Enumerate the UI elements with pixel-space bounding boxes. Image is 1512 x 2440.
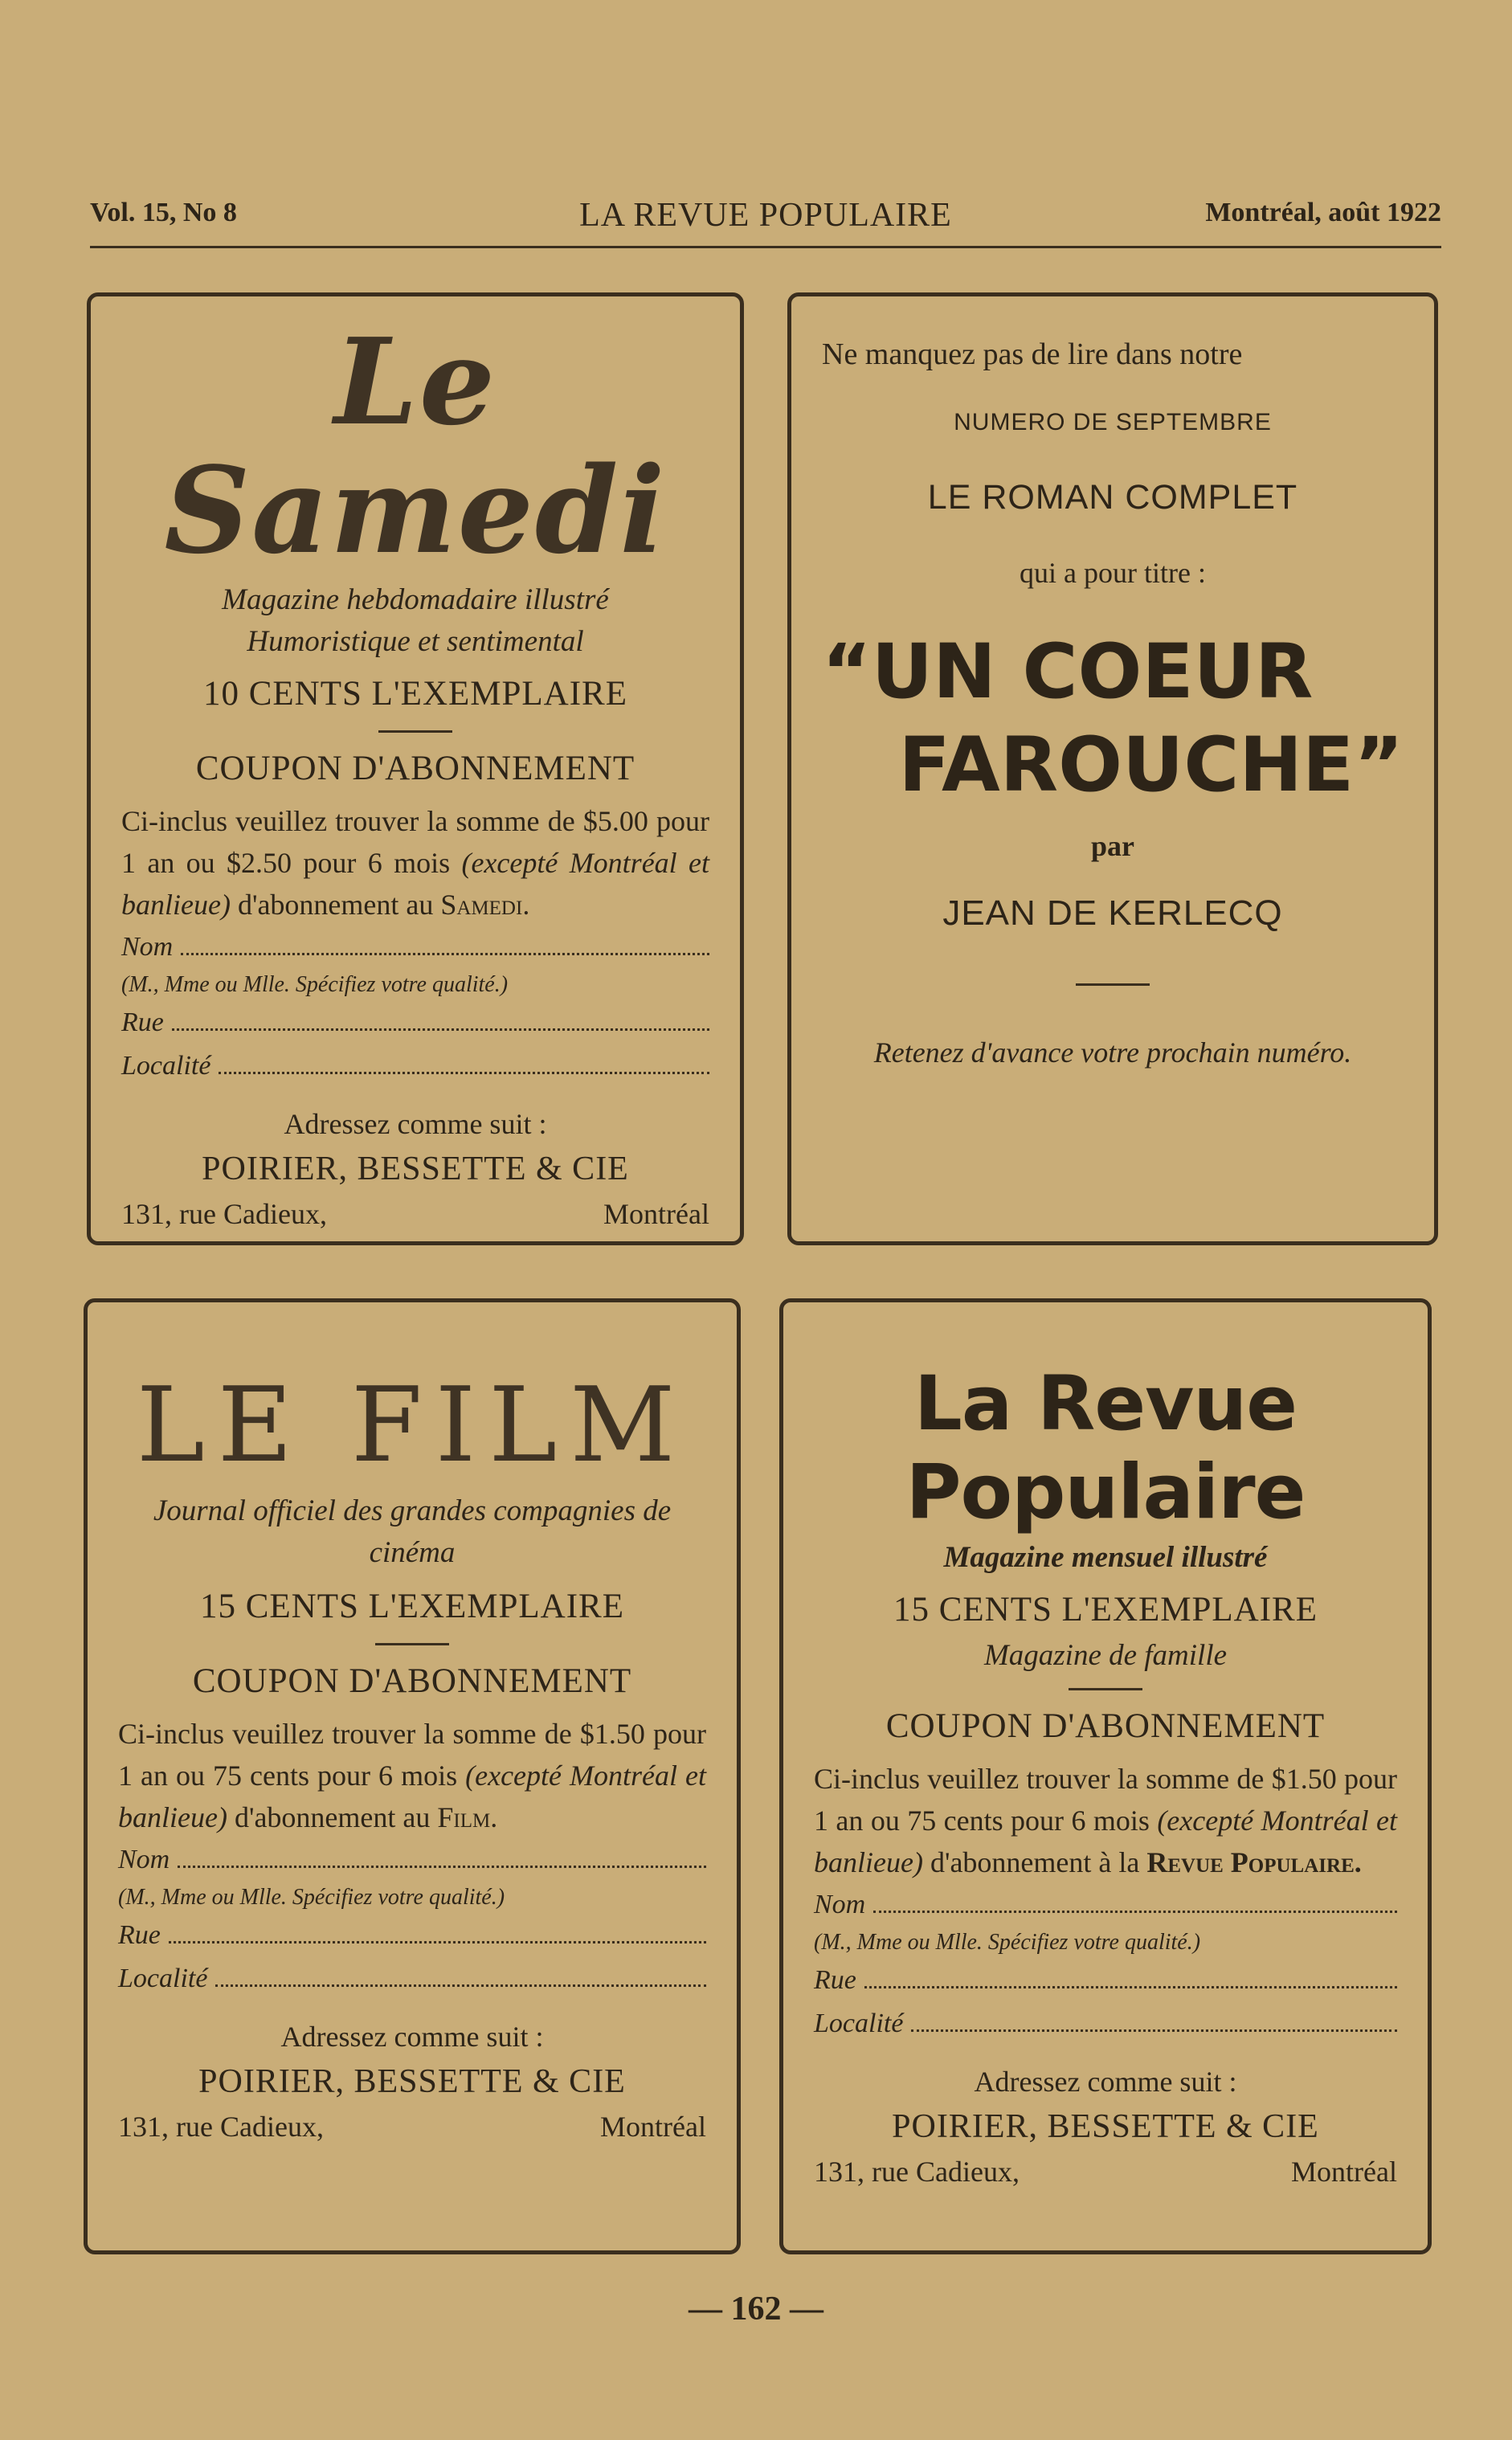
coupon-text-part: Ci-inclus veuillez trouver la somme de $5.00 pour 1 an ou $2.50 pour 6 mois [121,805,709,879]
revue-populaire-advertisement [779,1298,1432,2254]
film-coupon-title: COUPON D'ABONNEMENT [192,1662,632,1700]
samedi-coupon-title: COUPON D'ABONNEMENT [195,750,635,787]
locality-label: Localité [814,2009,904,2038]
issue-date: Montréal, août 1922 [1205,198,1441,227]
revue-firm-name: POIRIER, BESSETTE & CIE [892,2108,1319,2145]
city-name: Montréal [1291,2156,1397,2188]
film-locality-field[interactable] [118,1957,706,2001]
promo-by: par [1091,830,1134,862]
running-header [90,190,1441,238]
revue-logo: La Revue Populaire [905,1360,1306,1536]
divider [1076,983,1150,986]
film-firm-name: POIRIER, BESSETTE & CIE [198,2063,626,2100]
promo-issue: NUMERO DE SEPTEMBRE [954,409,1272,435]
dotted-line [873,1911,1397,1913]
film-address-instruction: Adressez comme suit : [280,2021,544,2053]
samedi-address-instruction: Adressez comme suit : [284,1108,547,1140]
coupon-text-part: Ci-inclus veuillez trouver la somme de $1.50 pour 1 an ou 75 cents pour 6 mois [118,1718,706,1792]
coupon-text-part: Ci-inclus veuillez trouver la somme de $1.50 pour 1 an ou 75 cents pour 6 mois [814,1763,1397,1837]
promo-roman-complet: LE ROMAN COMPLET [927,478,1298,517]
samedi-qualite-note: (M., Mme ou Mlle. Spécifiez votre qualité.) [121,972,509,997]
september-issue-promo [787,292,1438,1245]
header-rule [90,246,1441,248]
dotted-line [178,1866,706,1868]
revue-famille: Magazine de famille [983,1639,1228,1672]
film-street-address [118,2105,706,2148]
samedi-subtitle-1: Magazine hebdomadaire illustré [222,583,609,616]
samedi-subtitle-2: Humoristique et sentimental [247,625,584,658]
coupon-text-part: d'abonnement à la [922,1846,1147,1878]
revue-coupon-title: COUPON D'ABONNEMENT [885,1707,1326,1745]
journal-title: LA REVUE POPULAIRE [579,197,952,234]
film-name-field[interactable] [118,1838,706,1882]
promo-intro: Ne manquez pas de lire dans notre [822,337,1243,371]
street-line: 131, rue Cadieux, [118,2111,324,2143]
coupon-text-part: d'abonnement au [230,889,441,921]
dotted-line [181,953,709,955]
film-qualite-note: (M., Mme ou Mlle. Spécifiez votre qualité.) [118,1885,505,1910]
revue-subtitle: Magazine mensuel illustré [943,1541,1268,1574]
samedi-price: 10 CENTS L'EXEMPLAIRE [202,675,627,713]
samedi-street-address [121,1192,709,1236]
name-label: Nom [121,932,174,962]
coupon-text-part: d'abonnement au [227,1801,438,1833]
name-label: Nom [814,1890,866,1919]
revue-address-instruction: Adressez comme suit : [974,2066,1237,2098]
samedi-coupon-text [121,800,709,926]
revue-price: 15 CENTS L'EXEMPLAIRE [893,1591,1318,1629]
novel-title-line-1: “UN COEUR [822,628,1314,716]
coupon-text-exception: (excepté Montréal et banlieue) [814,1804,1397,1878]
divider [378,730,452,733]
revue-coupon-text [814,1758,1397,1883]
film-logo: LE FILM [136,1366,689,1486]
coupon-text-magazine: Revue Populaire. [1146,1846,1362,1878]
street-line: 131, rue Cadieux, [121,1198,327,1230]
film-subtitle: Journal officiel des grandes compagnies de cinéma [153,1494,672,1569]
promo-title-intro: qui a pour titre : [1020,557,1206,589]
page-number: — 162 — [689,2291,823,2328]
dotted-line [172,1028,709,1031]
street-line: 131, rue Cadieux, [814,2156,1020,2188]
dotted-line [215,1984,706,1987]
name-label: Nom [118,1845,170,1874]
divider [375,1643,449,1645]
city-name: Montréal [603,1198,709,1230]
locality-label: Localité [118,1964,208,1993]
coupon-text-exception: (excepté Montréal et banlieue) [121,847,710,921]
dotted-line [219,1072,709,1074]
street-label: Rue [814,1965,856,1995]
novel-author: JEAN DE KERLECQ [942,893,1283,933]
revue-street-address [814,2150,1397,2193]
coupon-text-exception: (excepté Montréal et banlieue) [118,1759,707,1833]
volume-number: Vol. 15, No 8 [90,198,237,227]
film-advertisement [84,1298,741,2254]
samedi-firm-name: POIRIER, BESSETTE & CIE [202,1151,629,1187]
revue-street-field[interactable] [814,1959,1397,2002]
promo-reminder: Retenez d'avance votre prochain numéro. [873,1036,1352,1069]
samedi-street-field[interactable] [121,1001,709,1044]
coupon-text-magazine: Film. [437,1801,498,1833]
divider [1069,1688,1142,1690]
novel-title-line-2: FAROUCHE” [898,721,1404,809]
street-label: Rue [121,1007,164,1037]
dotted-line [169,1941,706,1943]
film-price: 15 CENTS L'EXEMPLAIRE [199,1588,624,1625]
samedi-advertisement [87,292,744,1245]
samedi-logo: Le Samedi [164,312,667,580]
revue-qualite-note: (M., Mme ou Mlle. Spécifiez votre qualité.) [814,1930,1201,1955]
film-coupon-text [118,1713,706,1838]
revue-name-field[interactable] [814,1883,1397,1927]
locality-label: Localité [121,1051,211,1081]
revue-locality-field[interactable] [814,2002,1397,2046]
dotted-line [864,1986,1397,1988]
samedi-locality-field[interactable] [121,1044,709,1088]
samedi-name-field[interactable] [121,926,709,969]
coupon-text-magazine: Samedi. [440,889,530,921]
dotted-line [911,2029,1397,2032]
city-name: Montréal [600,2111,706,2143]
street-label: Rue [118,1920,161,1950]
film-street-field[interactable] [118,1914,706,1957]
